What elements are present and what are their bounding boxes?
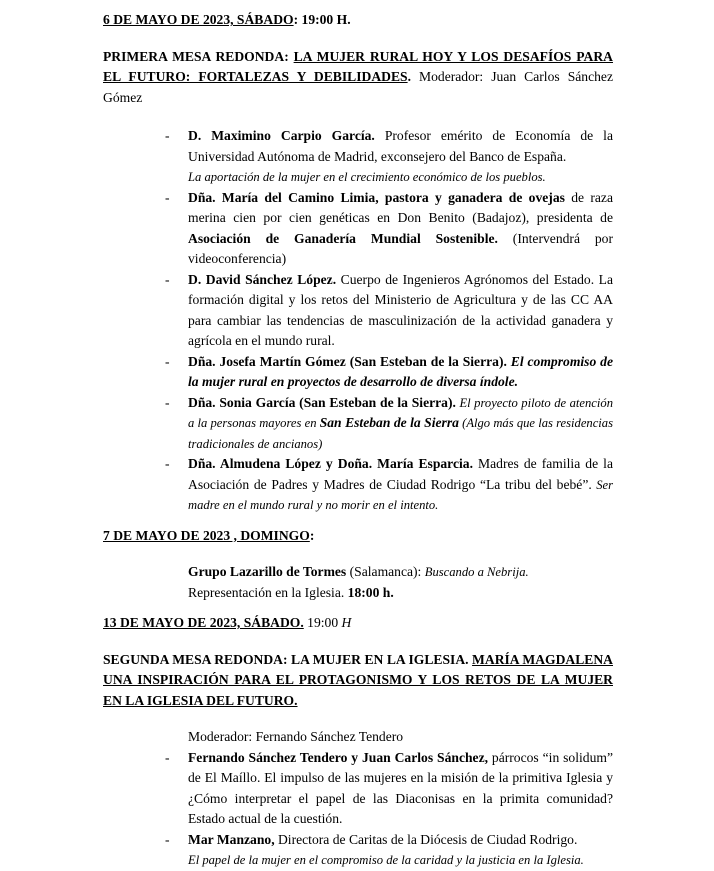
day2-rep-line (188, 583, 613, 604)
day3-time-h: H (341, 615, 352, 630)
speaker-item (103, 270, 613, 352)
day3-moderator: Moderador: Fernando Sánchez Tendero (188, 729, 404, 744)
speaker-name: D. Maximino Carpio García. (188, 128, 375, 143)
day1-mesa-heading (103, 47, 613, 109)
bullet-dash: - (165, 189, 170, 205)
speaker-note: (Intervendrá por videoconferencia) (188, 230, 613, 266)
bullet-dash: - (165, 394, 170, 410)
talk-title: El proyecto piloto de atención a la personas mayores en (188, 395, 613, 430)
bullet-dash: - (165, 749, 170, 765)
bullet-dash: - (165, 271, 170, 287)
day1-time: : 19:00 H. (293, 12, 351, 27)
speaker-item (103, 830, 613, 871)
day2-group-line (188, 562, 613, 583)
day3-speaker-list (103, 748, 613, 871)
speaker-desc: Madres de familia de la Asociación de Padres y Madres de Ciudad Rodrigo “La tribu del bebé”. (188, 456, 613, 492)
speaker-name: Dña. Josefa Martín Gómez (San Esteban de la Sierra). (188, 353, 507, 369)
day2-event (103, 562, 613, 603)
speaker-item (103, 454, 613, 516)
speaker-desc: Directora de Caritas de la Diócesis de Ciudad Rodrigo. (274, 831, 578, 847)
day1-date-line (103, 10, 613, 31)
speaker-name: Fernando Sánchez Tendero y Juan Carlos Sánchez, (188, 749, 489, 765)
speaker-name: D. David Sánchez López. (188, 271, 337, 287)
talk-title: La aportación de la mujer en el crecimiento económico de los pueblos. (188, 170, 546, 184)
day2-date-line (103, 526, 613, 547)
day1-mesa-prefix: PRIMERA MESA REDONDA: (103, 48, 294, 64)
speaker-name: Dña. Sonia García (San Esteban de la Sierra). (188, 394, 456, 410)
talk-title: El compromiso de la mujer rural en proyectos de desarrollo de diversa índole. (188, 353, 613, 389)
day3-date: 13 DE MAYO DE 2023, SÁBADO. (103, 615, 304, 630)
speaker-item (103, 748, 613, 830)
talk-title: El papel de la mujer en el compromiso de la caridad y la justicia en la Iglesia. (188, 853, 584, 867)
bullet-dash: - (165, 456, 170, 471)
day3-time: 19:00 (303, 615, 342, 630)
day3-mesa-title: MARÍA MAGDALENA UNA INSPIRACIÓN PARA EL PROTAGONISMO Y LOS RETOS DE LA MUJER EN LA IGLESIA DEL FUTURO. (103, 651, 613, 708)
day2-date: 7 DE MAYO DE 2023 , DOMINGO (103, 527, 310, 543)
day3-date-line (103, 613, 613, 634)
speaker-item (103, 126, 613, 188)
talk-note: (Algo más que las residencias tradicionales de ancianos) (188, 416, 613, 451)
speaker-desc: párrocos “in solidum” de El Maíllo. El impulso de las mujeres en la misión de la primitiva Iglesia y ¿Cómo interpretar el papel de las Diaconisas en la primita comunidad? Estado actual de la cuestión. (188, 749, 613, 826)
group-place: (Salamanca): (346, 564, 425, 579)
speaker-name: Dña. Almudena López y Doña. María Esparcia. (188, 456, 473, 471)
talk-place: San Esteban de la Sierra (319, 415, 459, 430)
day3-mesa-heading (103, 650, 613, 712)
speaker-desc: Cuerpo de Ingenieros Agrónomos del Estado. La formación digital y los retos del Ministerio de Agricultura y de las CC AA para cambiar las tendencias de masculinización de la actividad ganadera y agrícola en el mundo rural. (188, 271, 613, 348)
rep-time: 18:00 h. (347, 584, 394, 600)
speaker-item (103, 393, 613, 455)
document-page (103, 10, 613, 871)
bullet-dash: - (165, 831, 170, 847)
day1-date: 6 DE MAYO DE 2023, SÁBADO (103, 12, 294, 27)
talk-title: Ser madre en el mundo rural y no morir en el intento. (188, 477, 614, 512)
speaker-org: Asociación de Ganadería Mundial Sostenible. (188, 230, 498, 246)
speaker-item (103, 352, 613, 393)
day1-moderator: Moderador: Juan Carlos Sánchez Gómez (103, 69, 613, 105)
group-name: Grupo Lazarillo de Tormes (188, 564, 347, 579)
bullet-dash: - (165, 353, 170, 369)
day1-mesa-title: LA MUJER RURAL HOY Y LOS DESAFÍOS PARA EL FUTURO: FORTALEZAS Y DEBILIDADES (103, 48, 613, 84)
bullet-dash: - (165, 128, 170, 143)
speaker-name: Mar Manzano, (188, 831, 275, 847)
day1-mesa-dot: . (407, 69, 411, 84)
play-title: Buscando a Nebrija. (424, 565, 529, 579)
speaker-desc: de raza merina cien por cien genéticas en Don Benito (Badajoz), presidenta de (188, 189, 613, 225)
day2-colon: : (309, 527, 315, 543)
day1-speaker-list (103, 126, 613, 516)
speaker-desc: Profesor emérito de Economía de la Universidad Autónoma de Madrid, exconsejero del Banco de España. (188, 128, 613, 164)
rep-text: Representación en la Iglesia. (188, 584, 348, 600)
day3-mesa-prefix: SEGUNDA MESA REDONDA: LA MUJER EN LA IGLESIA. (103, 651, 473, 667)
speaker-name: Dña. María del Camino Limia, pastora y ganadera de ovejas (188, 189, 565, 205)
speaker-item (103, 188, 613, 270)
